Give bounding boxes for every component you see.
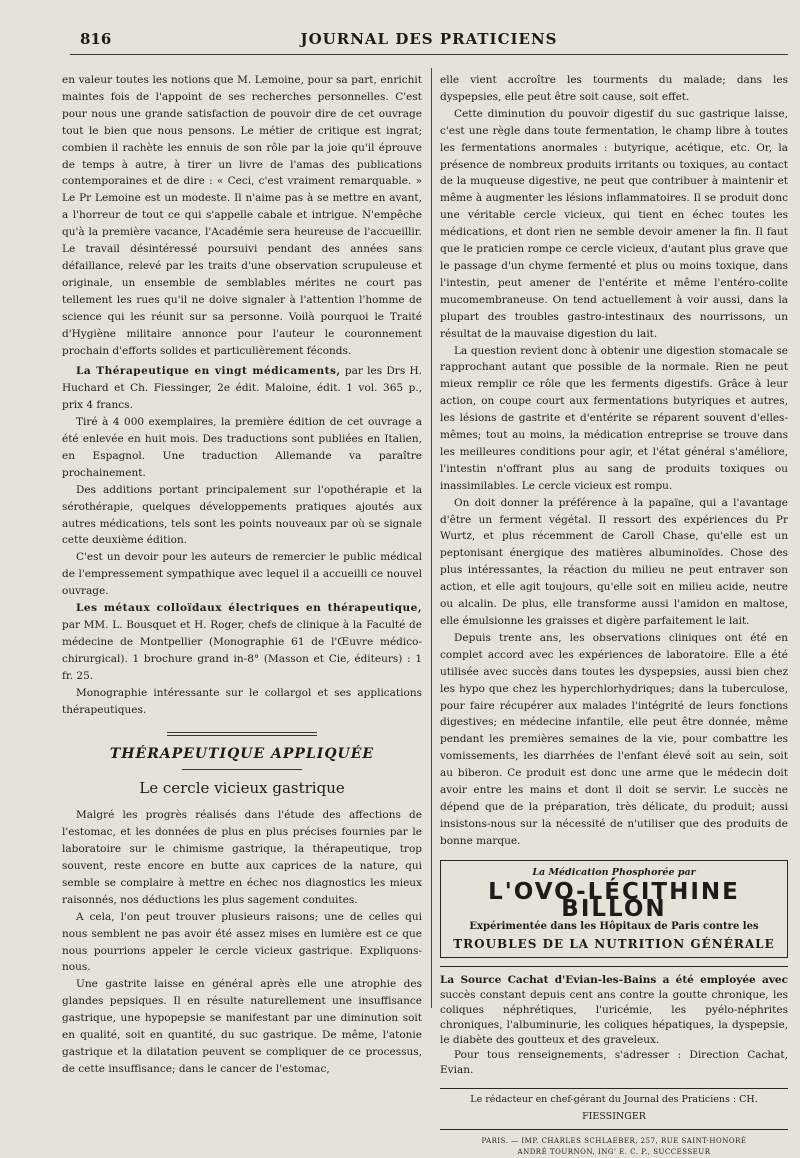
article-paragraph: Cette diminution du pouvoir digestif du suc gastrique laisse, c'est une règle dans toute fermentation, le champ libre à toutes les fermentations anormales : butyrique, acétique, etc. Or, la présence de nombreux produits irritants ou toxiques, au contact de la muqueuse digestive, ne peut que contribuer à maintenir et même à augmenter les lésions inflammatoires. Il se produit donc une véritable cercle vicieux, qui tient en échec toutes les médications, et dont rien ne semble devoir amener la fin. Il faut que le praticien rompe ce cercle vicieux, d'autant plus grave que le passage d'un chyme fermenté et plus ou moins toxique, dans l'intestin, peut amener de l'entérite et même l'entéro-colite mucomembraneuse. On tend actuellement à voir aussi, dans la plupart des troubles gastro-intestinaux des nourrissons, un résultat de la mauvaise digestion du lait. bbox=[440, 107, 788, 340]
column-divider bbox=[431, 68, 432, 1008]
article-paragraph: Malgré les progrès réalisés dans l'étude des affections de l'estomac, et les données de plus en plus précises fournies par le laboratoire sur le chimisme gastrique, la thérapeutique, trop souvent, reste encore en butte aux caprices de la nature, qui semble se complaire à mettre en échec nos diagnostics les mieux raisonnés, nos déductions les plus sagement conduites. bbox=[62, 809, 422, 906]
review-paragraph: en valeur toutes les notions que M. Lemoine, pour sa part, enrichit maintes fois de l'appoint de ses recherches personnelles. C'est pour nous une grande satisfaction de pouvoir dire de cet ouvrage tout le bien que nous pensons. Le métier de critique est ingrat; combien il rachète les ennuis de son rôle par la joie qu'il éprouve de temps à autre, à tirer un livre de l'amas des publications contemporaines et de dire : « Ceci, c'est vraiment remarquable. » Le Pr Lemoine est un modeste. Il n'aime pas à se mettre en avant, a l'horreur de tout ce qui s'appelle cabale et intrigue. N'empêche qu'à la première vacance, l'Académie sera heureuse de l'accueillir. Le travail désintéressé poursuivi pendant des années sans défaillance, relevé par les traits d'une observation scrupuleuse et originale, un ensemble de semblables mérites ne court pas tellement les rues qu'il ne doive signaler à l'attention l'homme de science qui les réunit sur sa personne. Voilà pourquoi le Traité d'Hygiène militaire annonce pour l'auteur le couronnement prochain d'efforts solides et particulièrement féconds. bbox=[62, 74, 422, 357]
book-details: par MM. L. Bousquet et H. Roger, chefs de clinique à la Faculté de médecine de Montpellier (Monographie 61 de l'Œuvre médico-chirurgical). 1 brochure grand in-8° (Masson et Cie, éditeurs) : 1 fr. 25. bbox=[62, 619, 422, 682]
left-column bbox=[62, 72, 422, 1078]
rubric-underline bbox=[182, 769, 302, 770]
review-paragraph: C'est un devoir pour les auteurs de remercier le public médical de l'empressement sympathique avec lequel il a accueilli ce nouvel ouvrage. bbox=[62, 551, 422, 598]
review-paragraph: Des additions portant principalement sur l'opothérapie et la sérothérapie, quelques développements pratiques ajoutés aux autres médications, tels sont les points nouveaux par où se signale cette deuxième édition. bbox=[62, 483, 422, 547]
page-header bbox=[70, 26, 788, 55]
ad-subline: Expérimentée dans les Hôpitaux de Paris contre les bbox=[469, 921, 759, 933]
section-rubric: THÉRAPEUTIQUE APPLIQUÉE bbox=[109, 746, 375, 763]
article-title: Le cercle vicieux gastrique bbox=[139, 779, 345, 798]
journal-title: JOURNAL DES PRATICIENS bbox=[300, 30, 558, 48]
cachat-ad-lead: La Source Cachat d'Evian-les-Bains a été employée avec bbox=[440, 974, 788, 987]
ovo-lecithine-ad bbox=[440, 860, 788, 959]
ad-indication: TROUBLES DE LA NUTRITION GÉNÉRALE bbox=[453, 937, 775, 952]
article-paragraph: elle vient accroître les tourments du malade; dans les dyspepsies, elle peut être soit cause, soit effet. bbox=[440, 74, 788, 103]
article-paragraph: Une gastrite laisse en général après elle une atrophie des glandes pepsiques. Il en résulte naturellement une insuffisance gastrique, une hypopepsie se manifestant par une diminution soit en qualité, soit en quantité, du suc gastrique. De même, l'atonie gastrique et la dilatation peuvent se compliquer de ce processus, de cette insuffisance; dans le cancer de l'estomac, bbox=[62, 978, 422, 1075]
ad-tagline: La Médication Phosphorée par bbox=[532, 866, 696, 878]
review-paragraph: Monographie intéressante sur le collargol et ses applications thérapeutiques. bbox=[62, 686, 422, 716]
article-paragraph: A cela, l'on peut trouver plusieurs raisons; une de celles qui nous semblent ne pas avoir été assez mises en lumière est ce que nous pourrions appeler le cercle vicieux gastrique. Expliquons-nous. bbox=[62, 910, 422, 974]
editor-line: Le rédacteur en chef-gérant du Journal des Praticiens : CH. FIESSINGER bbox=[440, 1088, 788, 1130]
cachat-ad bbox=[440, 966, 788, 1078]
cachat-ad-body: succès constant depuis cent ans contre la goutte chronique, les coliques néphrétiques, l'uricémie, les pyélo-néphrites chroniques, l'albuminurie, les coliques hépatiques, la dyspepsie, le diabète des goutteux et des graveleux. bbox=[440, 989, 788, 1047]
book-listing bbox=[62, 600, 422, 685]
review-paragraph: Tiré à 4 000 exemplaires, la première édition de cet ouvrage a été enlevée en huit mois. Des traductions sont publiées en Italien, en Espagnol. Une traduction Allemande va paraître prochainement. bbox=[62, 416, 422, 479]
imprint-line: ANDRÉ TOURNON, ING' E. C. P., SUCCESSEUR bbox=[517, 1148, 711, 1157]
cachat-ad-contact: Pour tous renseignements, s'adresser : Direction Cachat, Evian. bbox=[440, 1049, 788, 1077]
ad-brand: L'OVO-LÉCITHINE BILLON bbox=[488, 878, 740, 922]
right-column bbox=[440, 72, 788, 1158]
book-title: La Thérapeutique en vingt médicaments, bbox=[76, 365, 341, 378]
imprint-line: PARIS. — IMP. CHARLES SCHLAEBER, 257, RUE SAINT-HONORÉ bbox=[481, 1137, 747, 1146]
page-number: 816 bbox=[80, 30, 112, 48]
article-paragraph: La question revient donc à obtenir une digestion stomacale se rapprochant autant que possible de la normale. Rien ne peut mieux remplir ce rôle que les ferments digestifs. Grâce à leur action, on coupe court aux fermentations butyriques et autres, les lésions de gastrite et d'entérite se réparent souvent d'elles-mêmes; tout au moins, la médication entreprise se trouve dans les meilleures conditions pour agir, et l'état général s'améliore, l'intestin n'offrant plus au sang de produits toxiques ou inassimilables. Le cercle vicieux est rompu. bbox=[440, 344, 788, 492]
book-title: Les métaux colloïdaux électriques en thérapeutique, bbox=[76, 602, 422, 615]
book-listing bbox=[62, 363, 422, 414]
printer-imprint bbox=[440, 1136, 788, 1158]
section-separator bbox=[167, 732, 317, 736]
book-details: par les Drs H. Huchard et Ch. Fiessinger, 2e édit. Maloine, édit. 1 vol. 365 p., prix 4 francs. bbox=[62, 365, 422, 412]
article-paragraph: Depuis trente ans, les observations cliniques ont été en complet accord avec les expériences de laboratoire. Elle a été utilisée avec succès dans toutes les dyspepsies, aussi bien chez les hypo que chez les hyperchlorhydriques; dans la tuberculose, pour faire récupérer aux malades l'intégrité de leurs fonctions digestives; en médecine infantile, elle peut être donnée, même pendant les premières semaines de la vie, pour combattre les vomissements, les diarrhées de l'enfant élevé soit au sein, soit au biberon. Ce produit est donc une arme que le médecin doit avoir entre les mains et dont il doit se servir. Le succès ne dépend que de la préparation, très délicate, du produit; aussi insistons-nous sur la nécessité de n'utiliser que des produits de bonne marque. bbox=[440, 631, 788, 847]
article-paragraph: On doit donner la préférence à la papaïne, qui a l'avantage d'être un ferment végétal. Il ressort des expériences du Pr Wurtz, et plus récemment de Caroll Chase, qu'elle est un peptonisant énergique des matières albuminoïdes. Chose des plus intéressantes, la réaction du milieu ne peut entraver son action, et elle agit toujours, qu'elle soit en milieu acide, neutre ou alcalin. De plus, elle transforme aussi l'amidon en maltose, elle émulsionne les graisses et digère parfaitement le lait. bbox=[440, 496, 788, 627]
